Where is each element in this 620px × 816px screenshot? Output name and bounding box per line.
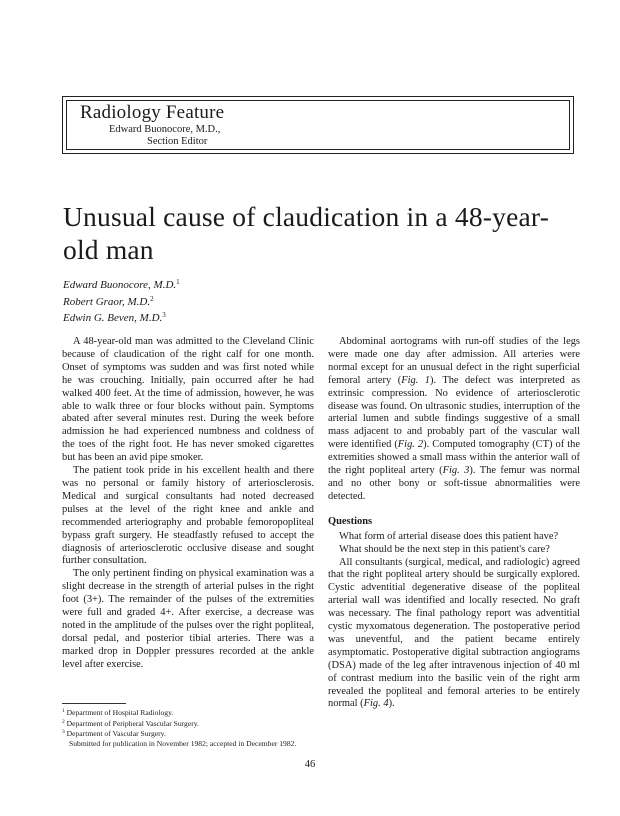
figure-reference[interactable]: Fig. 3 [442,465,470,477]
text-run: ). Computed tomography (CT) of the extremities showed a small mass within the anterior wall of the right popliteal artery ( [328,439,580,477]
footnote-mark: 3 [62,729,65,736]
author-line [63,293,180,310]
text-run: ). The femur was normal and no other bony or soft-tissue abnormalities were detected. [328,465,581,502]
question: What form of arterial disease does this patient have? [339,530,559,542]
section-editor-name: Edward Buonocore, M.D., [109,124,221,135]
footnote [62,718,314,729]
body-paragraph [328,336,580,504]
author-footnote-mark: 3 [162,311,166,319]
footnote-text: Department of Peripheral Vascular Surgery. [66,718,199,728]
author-name: Edwin G. Beven, M.D. [63,312,163,324]
author-footnote-mark: 2 [150,294,154,303]
footnote [62,728,314,739]
author-footnote-mark: 1 [176,278,180,286]
author-line [63,276,180,293]
author-name: Edward Buonocore, M.D. [63,279,177,291]
footnote [62,707,314,718]
page-number: 46 [304,759,316,770]
author-list [63,276,180,326]
body-paragraph: A 48-year-old man was admitted to the Cleveland Clinic because of claudication of the right calf for one month. Onset of symptoms was sudden and was first noted while he was crouching. Initially, pain occurred after he had walked 400 feet. At the time of admission, however, he was able to walk three or four blocks without pain. Symptoms abated after several minutes rest. During the week before admission he had experienced numbness and coldness of the toes of the right foot. He has never smoked cigarettes but has been an avid pipe smoker. [62,336,314,464]
author-line [63,309,180,326]
body-paragraph [328,557,580,712]
body-paragraph: The only pertinent finding on physical examination was a slight decrease in the strength of arterial pulses in the right foot (3+). The remainder of the pulses of the extremities were full and graded 4+. After exercise, a decrease was noted in the amplitude of the pulses over the right popliteal, dorsal pedal, and posterior tibial arteries. There was a marked drop in Doppler pressures recorded at the ankle level after exercise. [62,568,314,670]
body-paragraph: The patient took pride in his excellent health and there was no personal or family history of arteriosclerosis. Medical and surgical consultants had noted decreased pulses at the level of the right knee and ankle and recommended arteriography and probable femoropopliteal bypass graft surgery. He steadfastly refused to accept the diagnosis of arteriosclerotic occlusive disease and sought further consultation. [62,465,314,567]
left-column [62,336,314,672]
text-run: ). The defect was interpreted as extrinsic compression. No evidence of arteriosclerotic disease was found. On ultrasonic studies, interruption of the arterial lumen and subtle findings suggestive of a small mass adjacent to and probably part of the vascular wall were identified ( [328,374,581,451]
section-editor-role: Section Editor [147,136,208,147]
author-name: Robert Graor, M.D. [63,295,151,308]
footnote-text: Department of Vascular Surgery. [66,729,166,739]
figure-reference[interactable]: Fig. 4 [363,698,389,710]
footnote-mark: 1 [62,708,65,714]
section-editor [109,124,220,148]
article-title: Unusual cause of claudication in a 48-year-old man [63,201,550,265]
footnote-text: Department of Hospital Radiology. [66,708,174,717]
radiology-feature-box [62,96,574,154]
right-column [328,336,580,711]
text-run: ). [388,698,395,710]
figure-reference[interactable]: Fig. 1 [401,374,430,386]
text-run: All consultants (surgical, medical, and radiologic) agreed that the right popliteal artery should be surgically explored. Cystic adventitial degenerative disease of the popliteal arterial wall was identified and locally resected. No graft was necessary. The final pathology report was adventitial cystic myxomatous degeneration. The postoperative period was uneventful, and the patient became entirely asymptomatic. Postoperative digital subtraction angiograms (DSA) made of the leg after intravenous injection of 40 ml of contrast medium into the basilic vein of the right arm revealed the popliteal and femoral arteries to be entirely normal ( [328,556,580,710]
text-run: Abdominal aortograms with run-off studies of the legs were made one day after admission. All arteries were normal except for an unusual defect in the right superficial femoral artery ( [328,336,580,386]
feature-title: Radiology Feature [80,102,225,123]
question: What should be the next step in this patient's care? [339,543,550,555]
footnote-mark: 2 [62,718,65,725]
figure-reference[interactable]: Fig. 2 [397,439,424,451]
footnote-divider [62,703,126,704]
footnotes [62,707,314,748]
questions-heading: Questions [328,515,373,527]
submission-note: Submitted for publication in November 1982; accepted in December 1982. [69,738,297,748]
